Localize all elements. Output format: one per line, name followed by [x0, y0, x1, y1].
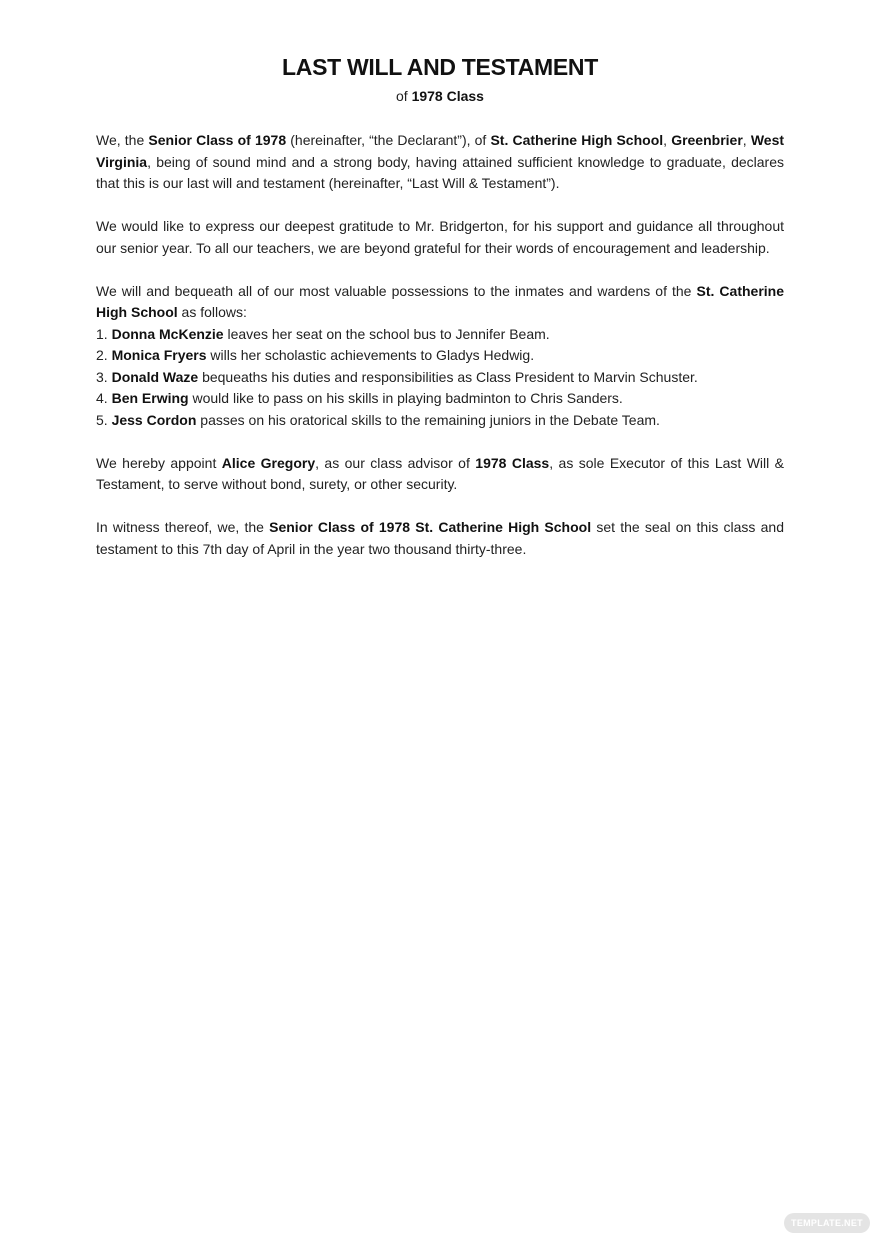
list-item	[96, 367, 784, 389]
subtitle-prefix: of	[396, 88, 412, 104]
bold-text: Senior Class of 1978	[148, 132, 287, 148]
list-item	[96, 345, 784, 367]
list-number: 3.	[96, 368, 112, 385]
text: (hereinafter, “the Declarant”), of	[286, 132, 491, 148]
list-number: 4.	[96, 390, 112, 406]
text: set the seal on this class and testament to this 7th day of April in the year two thousand thirty-three.	[96, 519, 784, 557]
list-number: 1.	[96, 325, 112, 342]
text: We will and bequeath all of our most valuable possessions to the inmates and wardens of the	[96, 282, 697, 299]
document-body	[96, 130, 784, 582]
executor-paragraph	[96, 453, 784, 496]
bold-text: Alice Gregory	[221, 454, 316, 471]
document-title: LAST WILL AND TESTAMENT	[282, 54, 598, 80]
list-name: Donald Waze	[111, 368, 199, 385]
bequeath-paragraph	[96, 281, 784, 324]
list-text: wills her scholastic achievements to Gladys Hedwig.	[206, 347, 535, 363]
gratitude-paragraph: We would like to express our deepest gratitude to Mr. Bridgerton, for his support and guidance all throughout our senior year. To all our teachers, we are beyond grateful for their words of encouragement and leadership.	[96, 218, 784, 256]
list-number: 2.	[96, 347, 112, 363]
list-name: Monica Fryers	[111, 347, 207, 363]
bold-text: West Virginia	[96, 132, 785, 170]
template-watermark-badge: TEMPLATE.NET	[784, 1213, 870, 1233]
list-name: Jess Cordon	[111, 411, 197, 428]
list-text: leaves her seat on the school bus to Jennifer Beam.	[223, 325, 550, 342]
bold-text: Senior Class of 1978 St. Catherine High School	[269, 519, 592, 535]
text: ,	[742, 132, 751, 148]
text: as follows:	[177, 304, 247, 320]
bold-text: Greenbrier	[671, 132, 743, 148]
text: We, the	[96, 132, 149, 148]
bold-text: 1978 Class	[475, 454, 550, 471]
list-name: Donna McKenzie	[111, 325, 224, 342]
witness-paragraph	[96, 517, 784, 560]
document-subtitle	[0, 88, 880, 104]
bold-text: St. Catherine High School	[490, 132, 664, 148]
text: , as sole Executor of this Last Will & Testament, to serve without bond, surety, or other security.	[96, 454, 785, 492]
subtitle-class: 1978 Class	[411, 88, 484, 104]
text: , as our class advisor of	[315, 454, 476, 471]
list-item	[96, 388, 784, 410]
declaration-paragraph	[96, 130, 784, 195]
list-name: Ben Erwing	[111, 390, 189, 406]
list-item	[96, 324, 784, 346]
text: , being of sound mind and a strong body, having attained sufficient knowledge to graduate, declares that this is our last will and testament (hereinafter, “Last Will & Testament”).	[96, 153, 784, 191]
list-text: bequeaths his duties and responsibilities as Class President to Marvin Schuster.	[198, 368, 698, 385]
bold-text: St. Catherine High School	[96, 282, 784, 320]
list-text: would like to pass on his skills in playing badminton to Chris Sanders.	[188, 390, 623, 406]
bequest-list	[96, 324, 784, 432]
text: In witness thereof, we, the	[96, 519, 270, 535]
list-text: passes on his oratorical skills to the remaining juniors in the Debate Team.	[196, 411, 660, 428]
text: ,	[663, 132, 672, 148]
list-item	[96, 410, 784, 432]
list-number: 5.	[96, 411, 112, 428]
text: We hereby appoint	[96, 454, 222, 471]
